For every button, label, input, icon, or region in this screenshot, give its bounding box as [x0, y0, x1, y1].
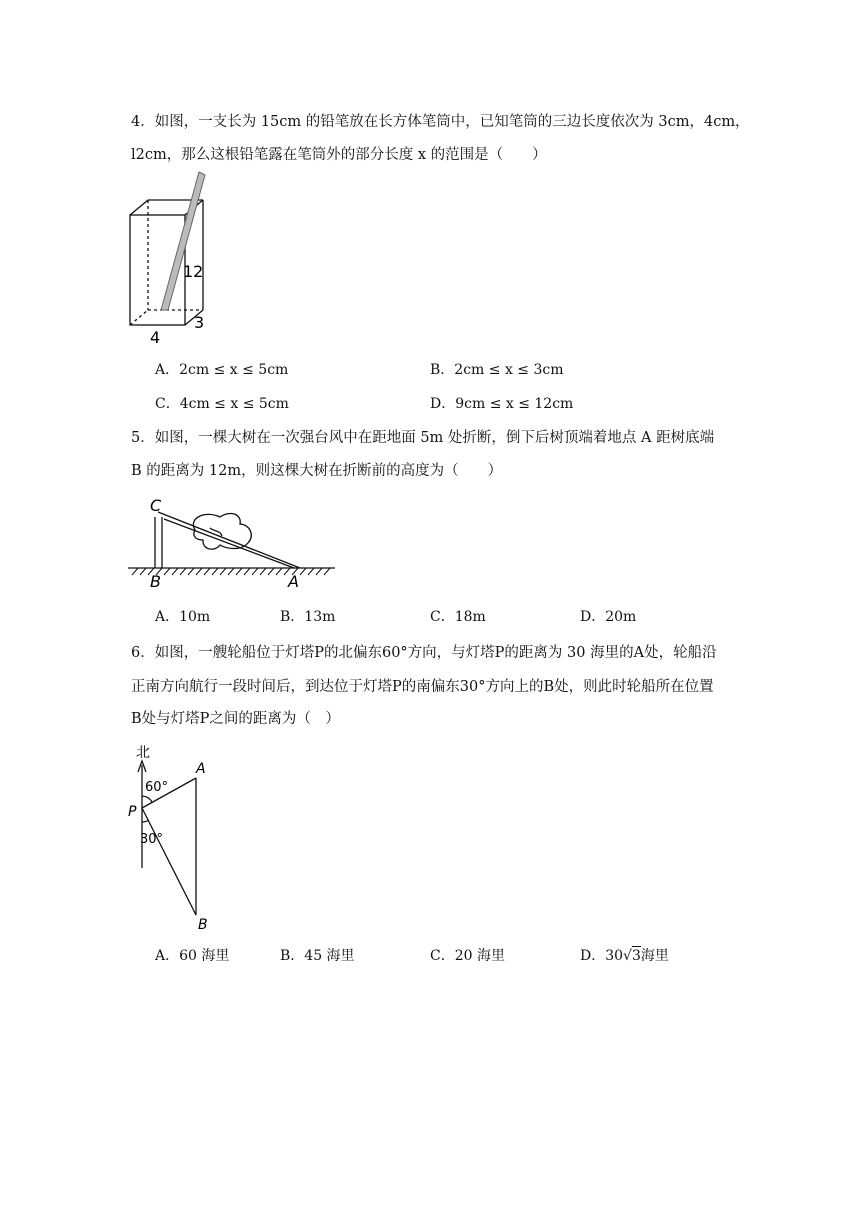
- q6-option-d-suffix: 海里: [640, 948, 669, 964]
- q6-stem-line1: 6．如图，一艘轮船位于灯塔P的北偏东60°方向，与灯塔P的距离为 30 海里的A处，轮船沿: [131, 645, 717, 661]
- q6-label-p: P: [128, 804, 137, 820]
- q4-stem-line2: l2cm，那么这根铅笔露在笔筒外的部分长度 x 的范围是（ ）: [131, 147, 547, 163]
- q5-option-a[interactable]: A．10m: [155, 609, 211, 625]
- q4-label-4: 4: [150, 328, 161, 347]
- q6-option-b[interactable]: B．45 海里: [280, 948, 355, 964]
- q6-angle-30: 30°: [140, 832, 164, 847]
- q4-label-3: 3: [194, 313, 205, 332]
- q5-label-b: B: [150, 572, 161, 591]
- q6-stem-line2: 正南方向航行一段时间后，到达位于灯塔P的南偏东30°方向上的B处，则此时轮船所在位置: [131, 679, 714, 695]
- q5-stem-line1: 5．如图，一棵大树在一次强台风中在距地面 5m 处折断，倒下后树顶端着地点 A 距树底端: [131, 430, 715, 446]
- q4-option-a[interactable]: A．2cm ≤ x ≤ 5cm: [155, 362, 289, 378]
- q4-option-d[interactable]: D．9cm ≤ x ≤ 12cm: [430, 396, 574, 412]
- q5-option-d[interactable]: D．20m: [580, 609, 637, 625]
- q6-option-c[interactable]: C．20 海里: [430, 948, 505, 964]
- q6-label-b: B: [198, 917, 208, 933]
- q4-option-b[interactable]: B．2cm ≤ x ≤ 3cm: [430, 362, 564, 378]
- q5-label-a: A: [288, 572, 299, 591]
- q6-label-north: 北: [136, 745, 150, 761]
- q5-option-b[interactable]: B．13m: [280, 609, 336, 625]
- q4-stem-line1: 4．如图，一支长为 15cm 的铅笔放在长方体笔筒中，已知笔筒的三边长度依次为 3cm，4cm，: [131, 114, 750, 130]
- q6-option-d-prefix: D．30: [580, 948, 624, 964]
- sqrt-radical: √: [623, 948, 632, 964]
- q6-option-d-root: 3: [631, 948, 641, 964]
- q6-stem-line3: B处与灯塔P之间的距离为（ ）: [131, 711, 340, 727]
- q5-option-c[interactable]: C．18m: [430, 609, 486, 625]
- q4-label-12: 12: [183, 262, 204, 281]
- q6-label-a: A: [196, 761, 206, 777]
- q6-angle-60: 60°: [145, 780, 169, 795]
- q4-option-c[interactable]: C．4cm ≤ x ≤ 5cm: [155, 396, 289, 412]
- q5-label-c: C: [150, 496, 162, 515]
- q5-stem-line2: B 的距离为 12m，则这棵大树在折断前的高度为（ ）: [131, 463, 503, 479]
- q6-option-a[interactable]: A．60 海里: [155, 948, 230, 964]
- q6-option-d[interactable]: [580, 946, 669, 966]
